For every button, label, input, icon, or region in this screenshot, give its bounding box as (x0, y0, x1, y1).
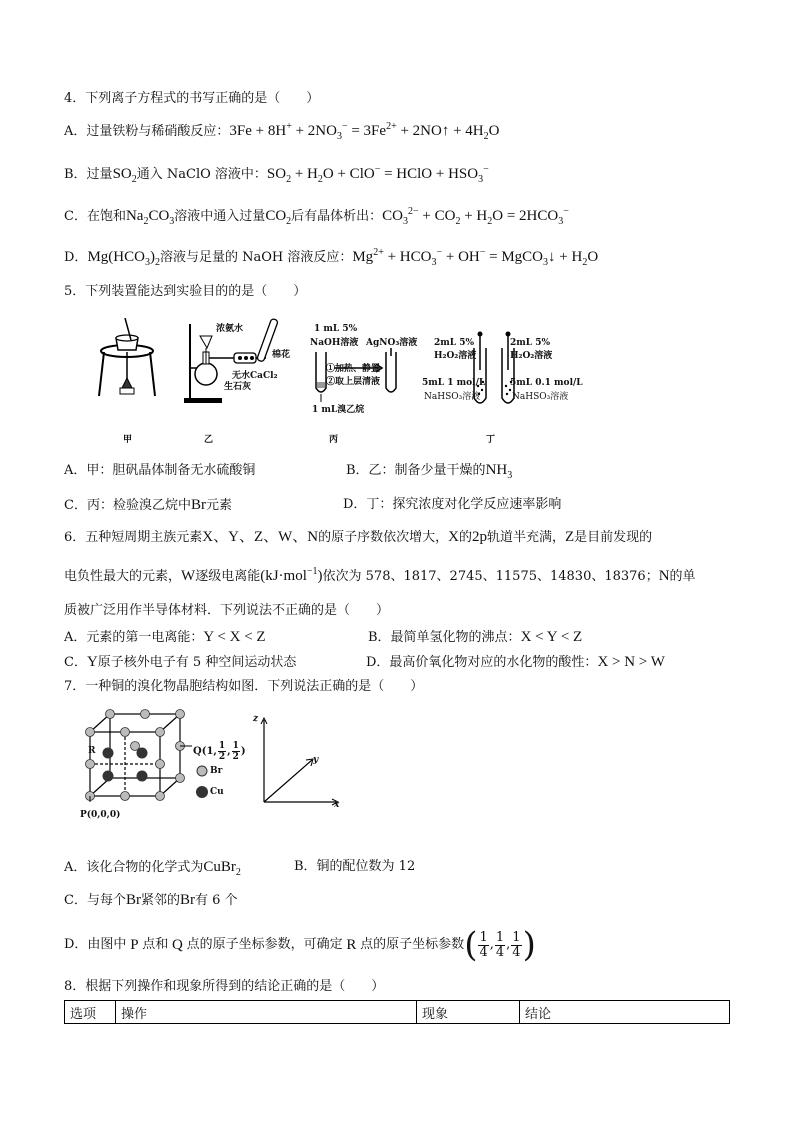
q7-option-d: D．由图中 P 点和 Q 点的原子坐标参数，可确定 R 点的原子坐标参数 ( $\frac{1}{4}$ , $\frac{1}{4}$ , $\frac{1}{4}$ ) (64, 925, 536, 965)
q5-option-a: A．甲：胆矾晶体制备无水硫酸铜 (64, 463, 256, 478)
q6-line-2: 电负性最大的元素，W逐级电离能(kJ·mol$^{-1}$)依次为 578、1817、2745、11575、14830、18376；N的单 (64, 566, 696, 584)
figure-label-bing: 丙 (329, 435, 339, 445)
label-naoh-sol: NaOH溶液 (310, 338, 359, 348)
header-option: 选项 (65, 1001, 116, 1024)
label-agno3: AgNO₃溶液 (366, 338, 418, 348)
q6-option-c: C．Y原子核外电子有 5 种空间运动状态 (64, 654, 297, 670)
label-shengshihui: 生石灰 (224, 382, 252, 392)
figure-label-yi: 乙 (204, 435, 214, 445)
q8-table (64, 1000, 730, 1024)
legend-cu: Cu (210, 787, 224, 797)
legend-br: Br (210, 766, 223, 776)
q6-line-3: 质被广泛用作半导体材料．下列说法不正确的是（ ） (64, 603, 390, 618)
q5-option-b: B．乙：制备少量干燥的$NH_3$ (346, 462, 513, 481)
table-header-row (65, 1001, 730, 1024)
axis-z-label: z (253, 714, 259, 724)
header-operation: 操作 (116, 1001, 417, 1024)
label-h2o2-c: 2mL 5% (510, 338, 551, 348)
q4-option-d: D．$Mg(HCO_3)_2$溶液与足量的 NaOH 溶液反应：$Mg^{2+} + HCO_3^- + OH^-$ = MgCO$_3$↓ + $H_2O$ (64, 247, 599, 268)
axis-y-label: y (313, 755, 319, 765)
label-mianhua: 棉花 (272, 350, 291, 360)
q6-option-a: A．元素的第一电离能：Y < X < Z (64, 629, 266, 645)
q7-stem: 7．一种铜的溴化物晶胞结构如图．下列说法正确的是（ ） (64, 679, 424, 694)
label-h2o2-d: H₂O₂溶液 (510, 351, 553, 361)
q5-option-c: C．丙：检验溴乙烷中Br元素 (64, 497, 232, 513)
q6-option-b: B．最简单氢化物的沸点：X < Y < Z (368, 629, 583, 645)
q4-option-c: C．在饱和$Na_2CO_3$溶液中通入过量$CO_2$后有晶体析出：$CO_3^{2-} + CO_2 + H_2O = 2HCO_3^-$ (64, 206, 569, 227)
q7-option-a: A．该化合物的化学式为CuBr$_2$ (64, 859, 241, 878)
q7-option-c: C．与每个Br紧邻的Br有 6 个 (64, 892, 238, 908)
q6-line-1: 6．五种短周期主族元素X、Y、Z、W、N的原子序数依次增大，X的2p轨道半充满，Z是目前发现的 (64, 529, 653, 545)
q4-option-a: A．过量铁粉与稀硝酸反应：$3Fe + 8H^+ + 2NO_3^- = 3Fe^{2+}$ + 2NO↑ + $4H_2O$ (64, 121, 500, 142)
label-nahso3-c: 5mL 0.1 mol/L (510, 378, 583, 388)
label-nahso3-a: 5mL 1 mol/L (422, 378, 486, 388)
q7-option-b: B．铜的配位数为 12 (294, 859, 416, 874)
label-naoh-top: 1 mL 5% (314, 324, 358, 334)
point-r-label: R (88, 746, 96, 756)
label-nahso3-b: NaHSO₃溶液 (424, 392, 481, 402)
label-nahso3-d: NaHSO₃溶液 (512, 392, 569, 402)
q5-stem: 5．下列装置能达到实验目的的是（ ） (64, 284, 307, 299)
q4-stem: 4．下列离子方程式的书写正确的是（ ） (64, 91, 320, 106)
label-nong-anshui: 浓氨水 (216, 324, 244, 334)
header-phenomenon: 现象 (417, 1001, 520, 1024)
point-q-label: Q(1, $\frac{1}{2}$ , $\frac{1}{2}$ ) (193, 741, 246, 762)
q5-option-d: D．丁：探究浓度对化学反应速率影响 (343, 497, 562, 512)
header-conclusion: 结论 (520, 1001, 730, 1024)
q8-stem: 8．根据下列操作和现象所得到的结论正确的是（ ） (64, 979, 385, 994)
figure-label-jia: 甲 (123, 435, 133, 445)
label-h2o2-b: H₂O₂溶液 (434, 351, 477, 361)
figure-label-ding: 丁 (486, 435, 496, 445)
point-p-label: P(0,0,0) (80, 810, 121, 820)
label-step1: ①加热、静置 (326, 364, 381, 374)
label-cacl2: 无水CaCl₂ (232, 371, 278, 381)
label-step2: ②取上层清液 (326, 377, 381, 387)
q6-option-d: D．最高价氧化物对应的水化物的酸性：X > N > W (366, 654, 665, 670)
label-h2o2-a: 2mL 5% (434, 338, 475, 348)
label-xiuyiwan: 1 mL溴乙烷 (312, 405, 365, 415)
axis-x-label: x (334, 800, 340, 810)
q4-option-b: B．过量$SO_2$通入 NaClO 溶液中：$SO_2 + H_2O + ClO^-$ = HClO + $HSO_3^-$ (64, 164, 489, 185)
apparatus-jia-figure (96, 318, 158, 402)
